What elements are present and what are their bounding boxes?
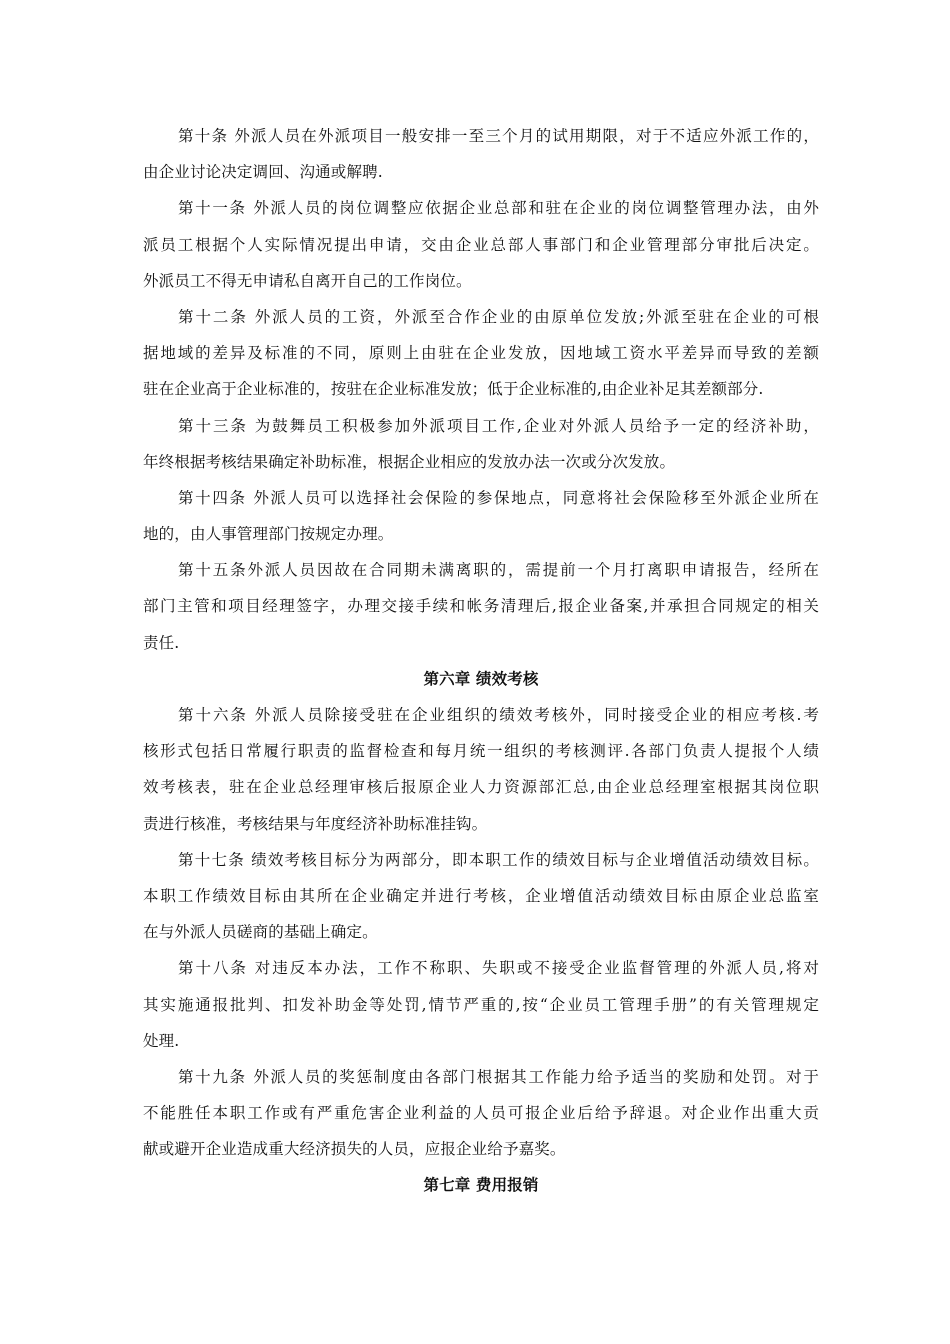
- text-line: 第十二条 外派人员的工资，外派至合作企业的由原单位发放;外派至驻在企业的可根: [178, 307, 819, 326]
- text-line: 年终根据考核结果确定补助标准，根据企业相应的发放办法一次或分次发放。: [143, 452, 676, 471]
- text-line: 第十七条 绩效考核目标分为两部分，即本职工作的绩效目标与企业增值活动绩效目标。: [178, 850, 819, 869]
- document-body: [143, 118, 819, 1204]
- text-line: 责任.: [143, 633, 180, 652]
- text-line: 在与外派人员磋商的基础上确定。: [143, 923, 378, 942]
- text-line: 其实施通报批判、扣发补助金等处罚,情节严重的,按“企业员工管理手册”的有关管理规定: [143, 995, 819, 1014]
- chapter-heading: 第六章 绩效考核: [423, 669, 539, 688]
- text-line: 第十一条 外派人员的岗位调整应依据企业总部和驻在企业的岗位调整管理办法，由外: [178, 199, 819, 218]
- text-line: 不能胜任本职工作或有严重危害企业利益的人员可报企业后给予辞退。对企业作出重大贡: [143, 1104, 819, 1123]
- text-line: 派员工根据个人实际情况提出申请，交由企业总部人事部门和企业管理部分审批后决定。: [143, 235, 819, 254]
- text-line: 第十九条 外派人员的奖惩制度由各部门根据其工作能力给予适当的奖励和处罚。对于: [178, 1067, 819, 1086]
- text-line: 地的，由人事管理部门按规定办理。: [143, 525, 394, 544]
- text-line: 责进行核准，考核结果与年度经济补助标准挂钩。: [143, 814, 488, 833]
- text-line: 第十条 外派人员在外派项目一般安排一至三个月的试用期限，对于不适应外派工作的，: [178, 127, 819, 145]
- text-line: 第十八条 对违反本办法，工作不称职、失职或不接受企业监督管理的外派人员,将对: [178, 959, 819, 978]
- text-line: 效考核表，驻在企业总经理审核后报原企业人力资源部汇总,由企业总经理室根据其岗位职: [143, 778, 819, 797]
- text-line: 驻在企业高于企业标准的，按驻在企业标准发放；低于企业标准的,由企业补足其差额部分.: [143, 380, 764, 399]
- text-line: 第十六条 外派人员除接受驻在企业组织的绩效考核外，同时接受企业的相应考核.考: [178, 706, 819, 724]
- text-line: 第十四条 外派人员可以选择社会保险的参保地点，同意将社会保险移至外派企业所在: [178, 488, 819, 507]
- text-line: 处理.: [143, 1031, 180, 1050]
- text-line: 第十五条外派人员因故在合同期未满离职的，需提前一个月打离职申请报告，经所在: [178, 561, 819, 580]
- text-line: 献或避开企业造成重大经济损失的人员，应报企业给予嘉奖。: [143, 1140, 566, 1159]
- text-line: 部门主管和项目经理签字，办理交接手续和帐务清理后,报企业备案,并承担合同规定的相关: [143, 597, 819, 616]
- text-line: 本职工作绩效目标由其所在企业确定并进行考核，企业增值活动绩效目标由原企业总监室: [143, 886, 819, 905]
- text-line: 由企业讨论决定调回、沟通或解聘.: [143, 163, 383, 182]
- document-page: [143, 118, 819, 1204]
- text-line: 第十三条 为鼓舞员工积极参加外派项目工作,企业对外派人员给予一定的经济补助，: [178, 416, 819, 435]
- chapter-heading: 第七章 费用报销: [423, 1176, 539, 1195]
- text-line: 据地域的差异及标准的不同，原则上由驻在企业发放，因地域工资水平差异而导致的差额: [143, 344, 819, 363]
- text-line: 核形式包括日常履行职责的监督检查和每月统一组织的考核测评.各部门负责人提报个人绩: [143, 742, 819, 761]
- text-line: 外派员工不得无申请私自离开自己的工作岗位。: [143, 271, 472, 290]
